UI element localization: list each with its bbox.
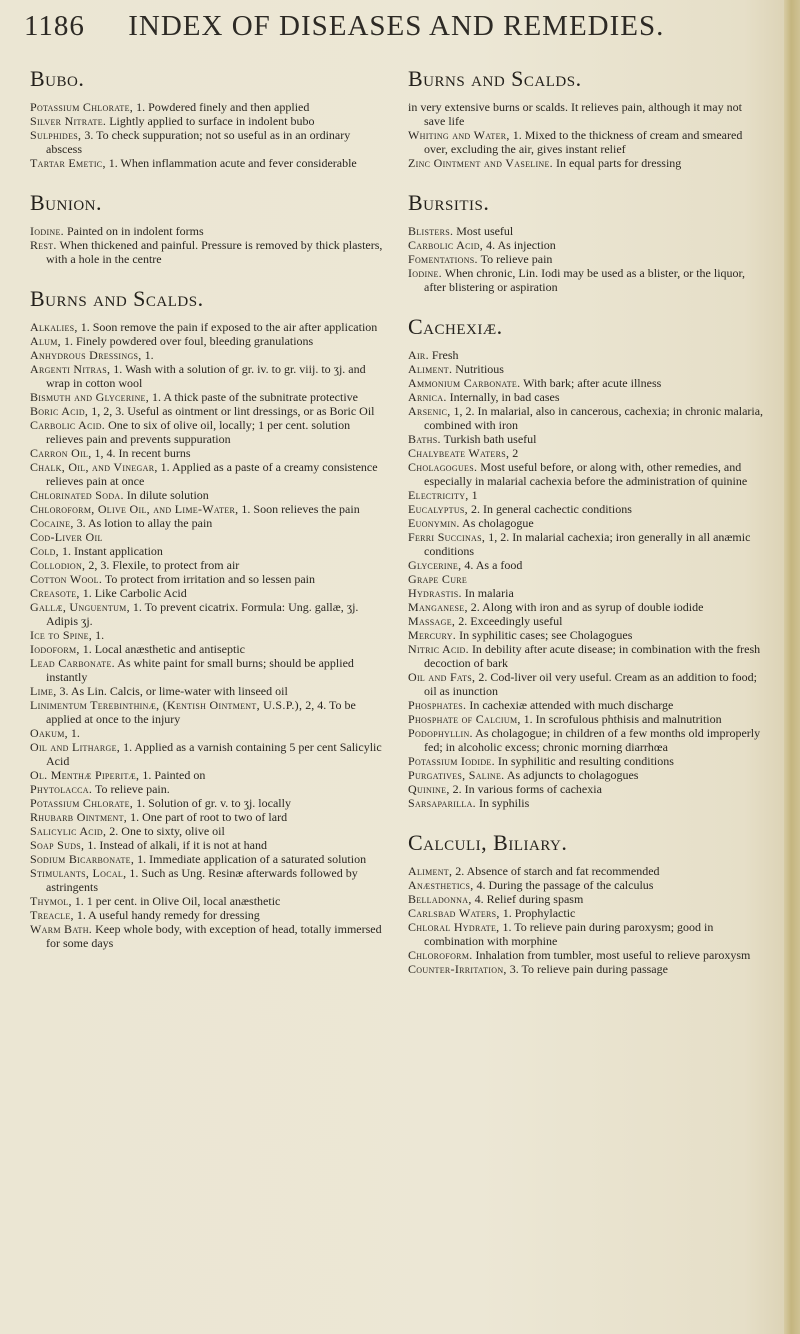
remedy-name: Potassium Iodide. <box>408 754 495 768</box>
remedy-description: Lightly applied to surface in indolent bubo <box>106 114 315 128</box>
remedy-name: Massage, <box>408 614 456 628</box>
index-entry <box>30 796 388 810</box>
remedy-description: In equal parts for dressing <box>552 156 682 170</box>
remedy-description: Fresh <box>428 348 459 362</box>
remedy-description: As cholagogue; in children of a few months old improperly fed; in alcoholic excess; chronic morning diarrhœa <box>424 726 761 754</box>
remedy-description: 1. When inflammation acute and fever considerable <box>105 156 357 170</box>
remedy-description: 1. Such as Ung. Resinæ afterwards followed by astringents <box>46 866 358 894</box>
remedy-name: Chloral Hydrate, <box>408 920 500 934</box>
remedy-name: Euonymin. <box>408 516 460 530</box>
index-entry <box>408 156 766 170</box>
remedy-description: 1. Powdered finely and then applied <box>133 100 310 114</box>
index-section-cachexi <box>408 314 766 810</box>
remedy-description: 1. Local anæsthetic and antiseptic <box>79 642 245 656</box>
remedy-description: 1. <box>92 628 105 642</box>
index-entry <box>30 320 388 334</box>
index-entry <box>30 866 388 894</box>
index-entry <box>408 670 766 698</box>
index-entry <box>408 432 766 446</box>
index-entry <box>408 348 766 362</box>
index-entry <box>408 252 766 266</box>
remedy-description: In syphilitic cases; see Cholagogues <box>456 628 633 642</box>
index-entry <box>408 796 766 810</box>
remedy-description: 2. Absence of starch and fat recommended <box>452 864 660 878</box>
remedy-name: Phytolacca. <box>30 782 93 796</box>
remedy-description: 4. Relief during spasm <box>471 892 584 906</box>
remedy-description: When chronic, Lin. Iodi may be used as a blister, or the liquor, after blistering or aspiration <box>424 266 746 294</box>
index-entry <box>30 684 388 698</box>
remedy-description: 1, 2. In malarial cachexia; iron generally in all anæmic conditions <box>424 530 751 558</box>
index-entry <box>408 768 766 782</box>
remedy-description: 1. Solution of gr. v. to ʒj. locally <box>133 796 291 810</box>
remedy-name: Belladonna, <box>408 892 472 906</box>
index-entry <box>30 852 388 866</box>
index-entry <box>30 418 388 446</box>
remedy-description: 1. Soon relieves the pain <box>238 502 360 516</box>
remedy-description: 1. One part of root to two of lard <box>127 810 288 824</box>
remedy-description: With bark; after acute illness <box>520 376 662 390</box>
remedy-description: 1. To prevent cicatrix. Formula: Ung. gallæ, ʒj. Adipis ʒj. <box>46 600 359 628</box>
index-entry <box>408 128 766 156</box>
index-entry <box>408 892 766 906</box>
index-entry <box>30 838 388 852</box>
remedy-name: Phosphates. <box>408 698 467 712</box>
remedy-name: Argenti Nitras, <box>30 362 111 376</box>
index-entry <box>30 488 388 502</box>
index-entry <box>30 894 388 908</box>
remedy-name: Manganese, <box>408 600 468 614</box>
index-entry <box>408 586 766 600</box>
remedy-description: 2. Along with iron and as syrup of double iodide <box>467 600 704 614</box>
remedy-name: Podophyllin. <box>408 726 473 740</box>
remedy-name: Bismuth and Glycerine, <box>30 390 150 404</box>
remedy-description: 1. Painted on <box>139 768 206 782</box>
remedy-name: Silver Nitrate. <box>30 114 107 128</box>
remedy-description: To relieve pain <box>477 252 553 266</box>
remedy-name: Iodine. <box>30 224 64 238</box>
left-column <box>30 66 388 970</box>
remedy-name: Sodium Bicarbonate, <box>30 852 135 866</box>
index-entry <box>408 390 766 404</box>
remedy-description: In debility after acute disease; in combination with the fresh decoction of bark <box>424 642 761 670</box>
index-entry <box>30 156 388 170</box>
remedy-name: Chalybeate Waters, <box>408 446 510 460</box>
remedy-name: Cholagogues. <box>408 460 478 474</box>
remedy-name: Salicylic Acid, <box>30 824 107 838</box>
index-entry <box>408 238 766 252</box>
remedy-name: Blisters. <box>408 224 454 238</box>
index-entry <box>408 628 766 642</box>
index-entry <box>30 824 388 838</box>
remedy-description: One to six of olive oil, locally; 1 per cent. solution relieves pain and prevents suppuration <box>46 418 351 446</box>
index-section-bursitis <box>408 190 766 294</box>
remedy-name: Ol. Menthæ Piperitæ, <box>30 768 140 782</box>
remedy-description: 2. Exceedingly useful <box>455 614 563 628</box>
remedy-description: 2, 3. Flexile, to protect from air <box>85 558 240 572</box>
remedy-description: 1, 4. In recent burns <box>91 446 191 460</box>
remedy-name: Anæsthetics, <box>408 878 474 892</box>
remedy-name: Nitric Acid. <box>408 642 469 656</box>
index-section-calculi-biliary <box>408 830 766 976</box>
remedy-description: 1. To relieve pain during paroxysm; good in combination with morphine <box>424 920 714 948</box>
remedy-name: Oil and Fats, <box>408 670 476 684</box>
index-entry <box>408 712 766 726</box>
remedy-description: 4. As a food <box>461 558 523 572</box>
remedy-description: In syphilis <box>475 796 530 810</box>
remedy-name: Boric Acid, <box>30 404 89 418</box>
section-heading: Burns and Scalds. <box>30 286 204 311</box>
index-section-burns-and-scalds <box>30 286 388 950</box>
remedy-name: Sulphides, <box>30 128 82 142</box>
remedy-name: Quinine, <box>408 782 450 796</box>
index-entry <box>408 100 766 128</box>
remedy-name: Cold, <box>30 544 59 558</box>
index-entry <box>408 446 766 460</box>
remedy-description: 2, 4. To be applied at once to the injury <box>46 698 356 726</box>
remedy-description: 3. To relieve pain during passage <box>506 962 668 976</box>
remedy-description: 1. Finely powdered over foul, bleeding granulations <box>60 334 314 348</box>
remedy-name: Aliment. <box>408 362 453 376</box>
remedy-description: Keep whole body, with exception of head, totally immersed for some days <box>46 922 382 950</box>
index-section-bubo <box>30 66 388 170</box>
section-heading: Bunion. <box>30 190 102 215</box>
remedy-description: 3. As Lin. Calcis, or lime-water with linseed oil <box>56 684 288 698</box>
index-entry <box>408 642 766 670</box>
remedy-name: Fomentations. <box>408 252 478 266</box>
index-entry <box>408 502 766 516</box>
remedy-name: Hydrastis. <box>408 586 462 600</box>
remedy-name: Tartar Emetic, <box>30 156 106 170</box>
index-entry <box>408 558 766 572</box>
remedy-description: 1. Soon remove the pain if exposed to the air after application <box>77 320 378 334</box>
remedy-name: Gallæ, Unguentum, <box>30 600 130 614</box>
remedy-description: Painted on in indolent forms <box>63 224 204 238</box>
remedy-description: 1. Prophylactic <box>499 906 576 920</box>
remedy-description: Most useful before, or along with, other remedies, and especially in malarial cachexia before the administration of quinine <box>424 460 748 488</box>
index-entry <box>30 586 388 600</box>
remedy-name: Counter-Irritation, <box>408 962 507 976</box>
remedy-description: 3. To check suppuration; not so useful as in an ordinary abscess <box>46 128 351 156</box>
remedy-description: 2. In general cachectic conditions <box>467 502 632 516</box>
remedy-name: Arsenic, <box>408 404 451 418</box>
page-number: 1186 <box>24 10 85 42</box>
remedy-name: Oakum, <box>30 726 68 740</box>
index-entry <box>408 362 766 376</box>
index-entry <box>408 948 766 962</box>
remedy-description: 1. A thick paste of the subnitrate protective <box>149 390 358 404</box>
remedy-name: Warm Bath. <box>30 922 93 936</box>
remedy-name: Soap Suds, <box>30 838 85 852</box>
index-entry <box>30 600 388 628</box>
index-entry <box>30 628 388 642</box>
section-heading: Calculi, Biliary. <box>408 830 568 855</box>
remedy-name: Rhubarb Ointment, <box>30 810 128 824</box>
index-section-burns-and-scalds <box>408 66 766 170</box>
index-entry <box>408 224 766 238</box>
remedy-description: 1. <box>141 348 154 362</box>
page-edge-shadow <box>784 0 800 1334</box>
remedy-name: Rest. <box>30 238 57 252</box>
index-entry <box>30 922 388 950</box>
index-entry <box>30 530 388 544</box>
remedy-name: Sarsaparilla. <box>408 796 476 810</box>
index-entry <box>30 460 388 488</box>
index-entry <box>408 376 766 390</box>
remedy-description: 1. 1 per cent. in Olive Oil, local anæsthetic <box>71 894 281 908</box>
remedy-description: As cholagogue <box>459 516 534 530</box>
section-heading: Burns and Scalds. <box>408 66 582 91</box>
page-header <box>24 10 764 43</box>
index-entry <box>408 920 766 948</box>
remedy-name: Iodine. <box>408 266 442 280</box>
remedy-name: Chloroform, Olive Oil, and Lime-Water, <box>30 502 239 516</box>
index-entry <box>408 488 766 502</box>
index-entry <box>408 530 766 558</box>
index-entry <box>408 878 766 892</box>
index-entry <box>30 572 388 586</box>
remedy-description: To protect from irritation and so lessen pain <box>102 572 316 586</box>
remedy-description: 2 <box>509 446 519 460</box>
remedy-description: Inhalation from tumbler, most useful to relieve paroxysm <box>472 948 751 962</box>
remedy-description: 1. Applied as a varnish containing 5 per cent Salicylic Acid <box>46 740 382 768</box>
index-entry <box>408 906 766 920</box>
remedy-description: 1. In scrofulous phthisis and malnutrition <box>520 712 722 726</box>
index-entry <box>30 404 388 418</box>
index-entry <box>408 864 766 878</box>
remedy-description: 1. Applied as a paste of a creamy consistence relieves pain at once <box>46 460 378 488</box>
remedy-description: in very extensive burns or scalds. It relieves pain, although it may not save life <box>408 100 742 128</box>
remedy-name: Ice to Spine, <box>30 628 93 642</box>
remedy-description: In dilute solution <box>123 488 209 502</box>
index-entry <box>30 908 388 922</box>
remedy-name: Ammonium Carbonate. <box>408 376 521 390</box>
remedy-description: 1. A useful handy remedy for dressing <box>73 908 260 922</box>
index-entry <box>408 600 766 614</box>
section-heading: Bursitis. <box>408 190 490 215</box>
remedy-description: 3. As lotion to allay the pain <box>73 516 213 530</box>
remedy-name: Stimulants, Local, <box>30 866 127 880</box>
remedy-description: Turkish bath useful <box>440 432 537 446</box>
index-entry <box>30 726 388 740</box>
remedy-name: Eucalyptus, <box>408 502 468 516</box>
index-entry <box>30 810 388 824</box>
remedy-description: 1. Immediate application of a saturated solution <box>134 852 367 866</box>
index-entry <box>408 726 766 754</box>
index-entry <box>30 100 388 114</box>
index-entry <box>408 962 766 976</box>
index-entry <box>30 544 388 558</box>
index-entry <box>408 516 766 530</box>
index-entry <box>30 698 388 726</box>
remedy-description: 1, 2, 3. Useful as ointment or lint dressings, or as Boric Oil <box>88 404 375 418</box>
remedy-name: Grape Cure <box>408 572 468 586</box>
remedy-description: 2. Cod-liver oil very useful. Cream as an addition to food; oil as inunction <box>424 670 757 698</box>
index-entry <box>408 698 766 712</box>
remedy-description: In cachexiæ attended with much discharge <box>466 698 674 712</box>
index-entry <box>30 446 388 460</box>
remedy-name: Creasote, <box>30 586 80 600</box>
remedy-description: 1. Instead of alkali, if it is not at hand <box>84 838 267 852</box>
index-entry <box>30 238 388 266</box>
remedy-name: Thymol, <box>30 894 72 908</box>
remedy-description: 1. Wash with a solution of gr. iv. to gr. viij. to ʒj. and wrap in cotton wool <box>46 362 366 390</box>
remedy-name: Chloroform. <box>408 948 473 962</box>
remedy-name: Alum, <box>30 334 61 348</box>
remedy-name: Anhydrous Dressings, <box>30 348 142 362</box>
remedy-description: In malaria <box>461 586 514 600</box>
remedy-name: Chlorinated Soda. <box>30 488 124 502</box>
remedy-name: Cod-Liver Oil <box>30 530 103 544</box>
remedy-description: 1, 2. In malarial, also in cancerous, cachexia; in chronic malaria, combined with iron <box>424 404 764 432</box>
remedy-name: Phosphate of Calcium, <box>408 712 521 726</box>
remedy-description: 1 <box>468 488 478 502</box>
index-entry <box>30 362 388 390</box>
remedy-name: Carlsbad Waters, <box>408 906 500 920</box>
index-entry <box>30 642 388 656</box>
remedy-name: Carbolic Acid. <box>30 418 106 432</box>
index-section-bunion <box>30 190 388 266</box>
remedy-description: 4. As injection <box>483 238 556 252</box>
index-entry <box>408 266 766 294</box>
remedy-name: Cocaine, <box>30 516 74 530</box>
remedy-name: Mercury. <box>408 628 457 642</box>
remedy-description: In syphilitic and resulting conditions <box>494 754 674 768</box>
remedy-name: Carbolic Acid, <box>408 238 484 252</box>
index-entry <box>30 558 388 572</box>
remedy-name: Purgatives, Saline. <box>408 768 505 782</box>
index-entry <box>408 404 766 432</box>
index-entry <box>30 334 388 348</box>
running-title: INDEX OF DISEASES AND REMEDIES. <box>128 10 665 42</box>
index-entry <box>30 516 388 530</box>
remedy-description: 1. <box>67 726 80 740</box>
remedy-description: As white paint for small burns; should be applied instantly <box>46 656 354 684</box>
section-heading: Cachexiæ. <box>408 314 503 339</box>
remedy-name: Iodoform, <box>30 642 80 656</box>
remedy-description: 2. In various forms of cachexia <box>449 782 602 796</box>
index-entry <box>30 390 388 404</box>
remedy-description: 4. During the passage of the calculus <box>473 878 654 892</box>
remedy-name: Lime, <box>30 684 57 698</box>
section-heading: Bubo. <box>30 66 85 91</box>
remedy-name: Glycerine, <box>408 558 462 572</box>
remedy-name: Whiting and Water, <box>408 128 510 142</box>
remedy-description: 2. One to sixty, olive oil <box>106 824 225 838</box>
remedy-description: 1. Instant application <box>58 544 163 558</box>
remedy-name: Potassium Chlorate, <box>30 796 134 810</box>
index-entry <box>408 754 766 768</box>
remedy-name: Electricity, <box>408 488 469 502</box>
right-column <box>408 66 766 996</box>
index-entry <box>30 114 388 128</box>
remedy-description: To relieve pain. <box>92 782 170 796</box>
index-entry <box>30 502 388 516</box>
remedy-name: Air. <box>408 348 429 362</box>
remedy-name: Linimentum Terebinthinæ, (Kentish Ointment, U.S.P.), <box>30 698 303 712</box>
remedy-description: Nutritious <box>452 362 504 376</box>
remedy-name: Collodion, <box>30 558 86 572</box>
remedy-name: Zinc Ointment and Vaseline. <box>408 156 553 170</box>
index-entry <box>408 460 766 488</box>
index-entry <box>408 614 766 628</box>
index-entry <box>30 348 388 362</box>
remedy-description: Internally, in bad cases <box>446 390 560 404</box>
index-entry <box>30 656 388 684</box>
index-entry <box>30 740 388 768</box>
remedy-name: Baths. <box>408 432 441 446</box>
remedy-description: As adjuncts to cholagogues <box>504 768 639 782</box>
remedy-description: Most useful <box>453 224 514 238</box>
index-entry <box>408 572 766 586</box>
remedy-description: 1. Like Carbolic Acid <box>79 586 187 600</box>
remedy-name: Potassium Chlorate, <box>30 100 134 114</box>
remedy-name: Oil and Litharge, <box>30 740 121 754</box>
index-entry <box>408 782 766 796</box>
index-entry <box>30 128 388 156</box>
remedy-name: Cotton Wool. <box>30 572 103 586</box>
remedy-description: 1. Mixed to the thickness of cream and smeared over, excluding the air, gives instant relief <box>424 128 743 156</box>
index-entry <box>30 224 388 238</box>
remedy-name: Chalk, Oil, and Vinegar, <box>30 460 158 474</box>
remedy-name: Ferri Succinas, <box>408 530 486 544</box>
index-entry <box>30 782 388 796</box>
remedy-description: When thickened and painful. Pressure is removed by thick plasters, with a hole in the centre <box>46 238 383 266</box>
remedy-name: Carron Oil, <box>30 446 92 460</box>
remedy-name: Alkalies, <box>30 320 78 334</box>
remedy-name: Treacle, <box>30 908 74 922</box>
remedy-name: Lead Carbonate. <box>30 656 115 670</box>
remedy-name: Aliment, <box>408 864 453 878</box>
index-entry <box>30 768 388 782</box>
remedy-name: Arnica. <box>408 390 447 404</box>
